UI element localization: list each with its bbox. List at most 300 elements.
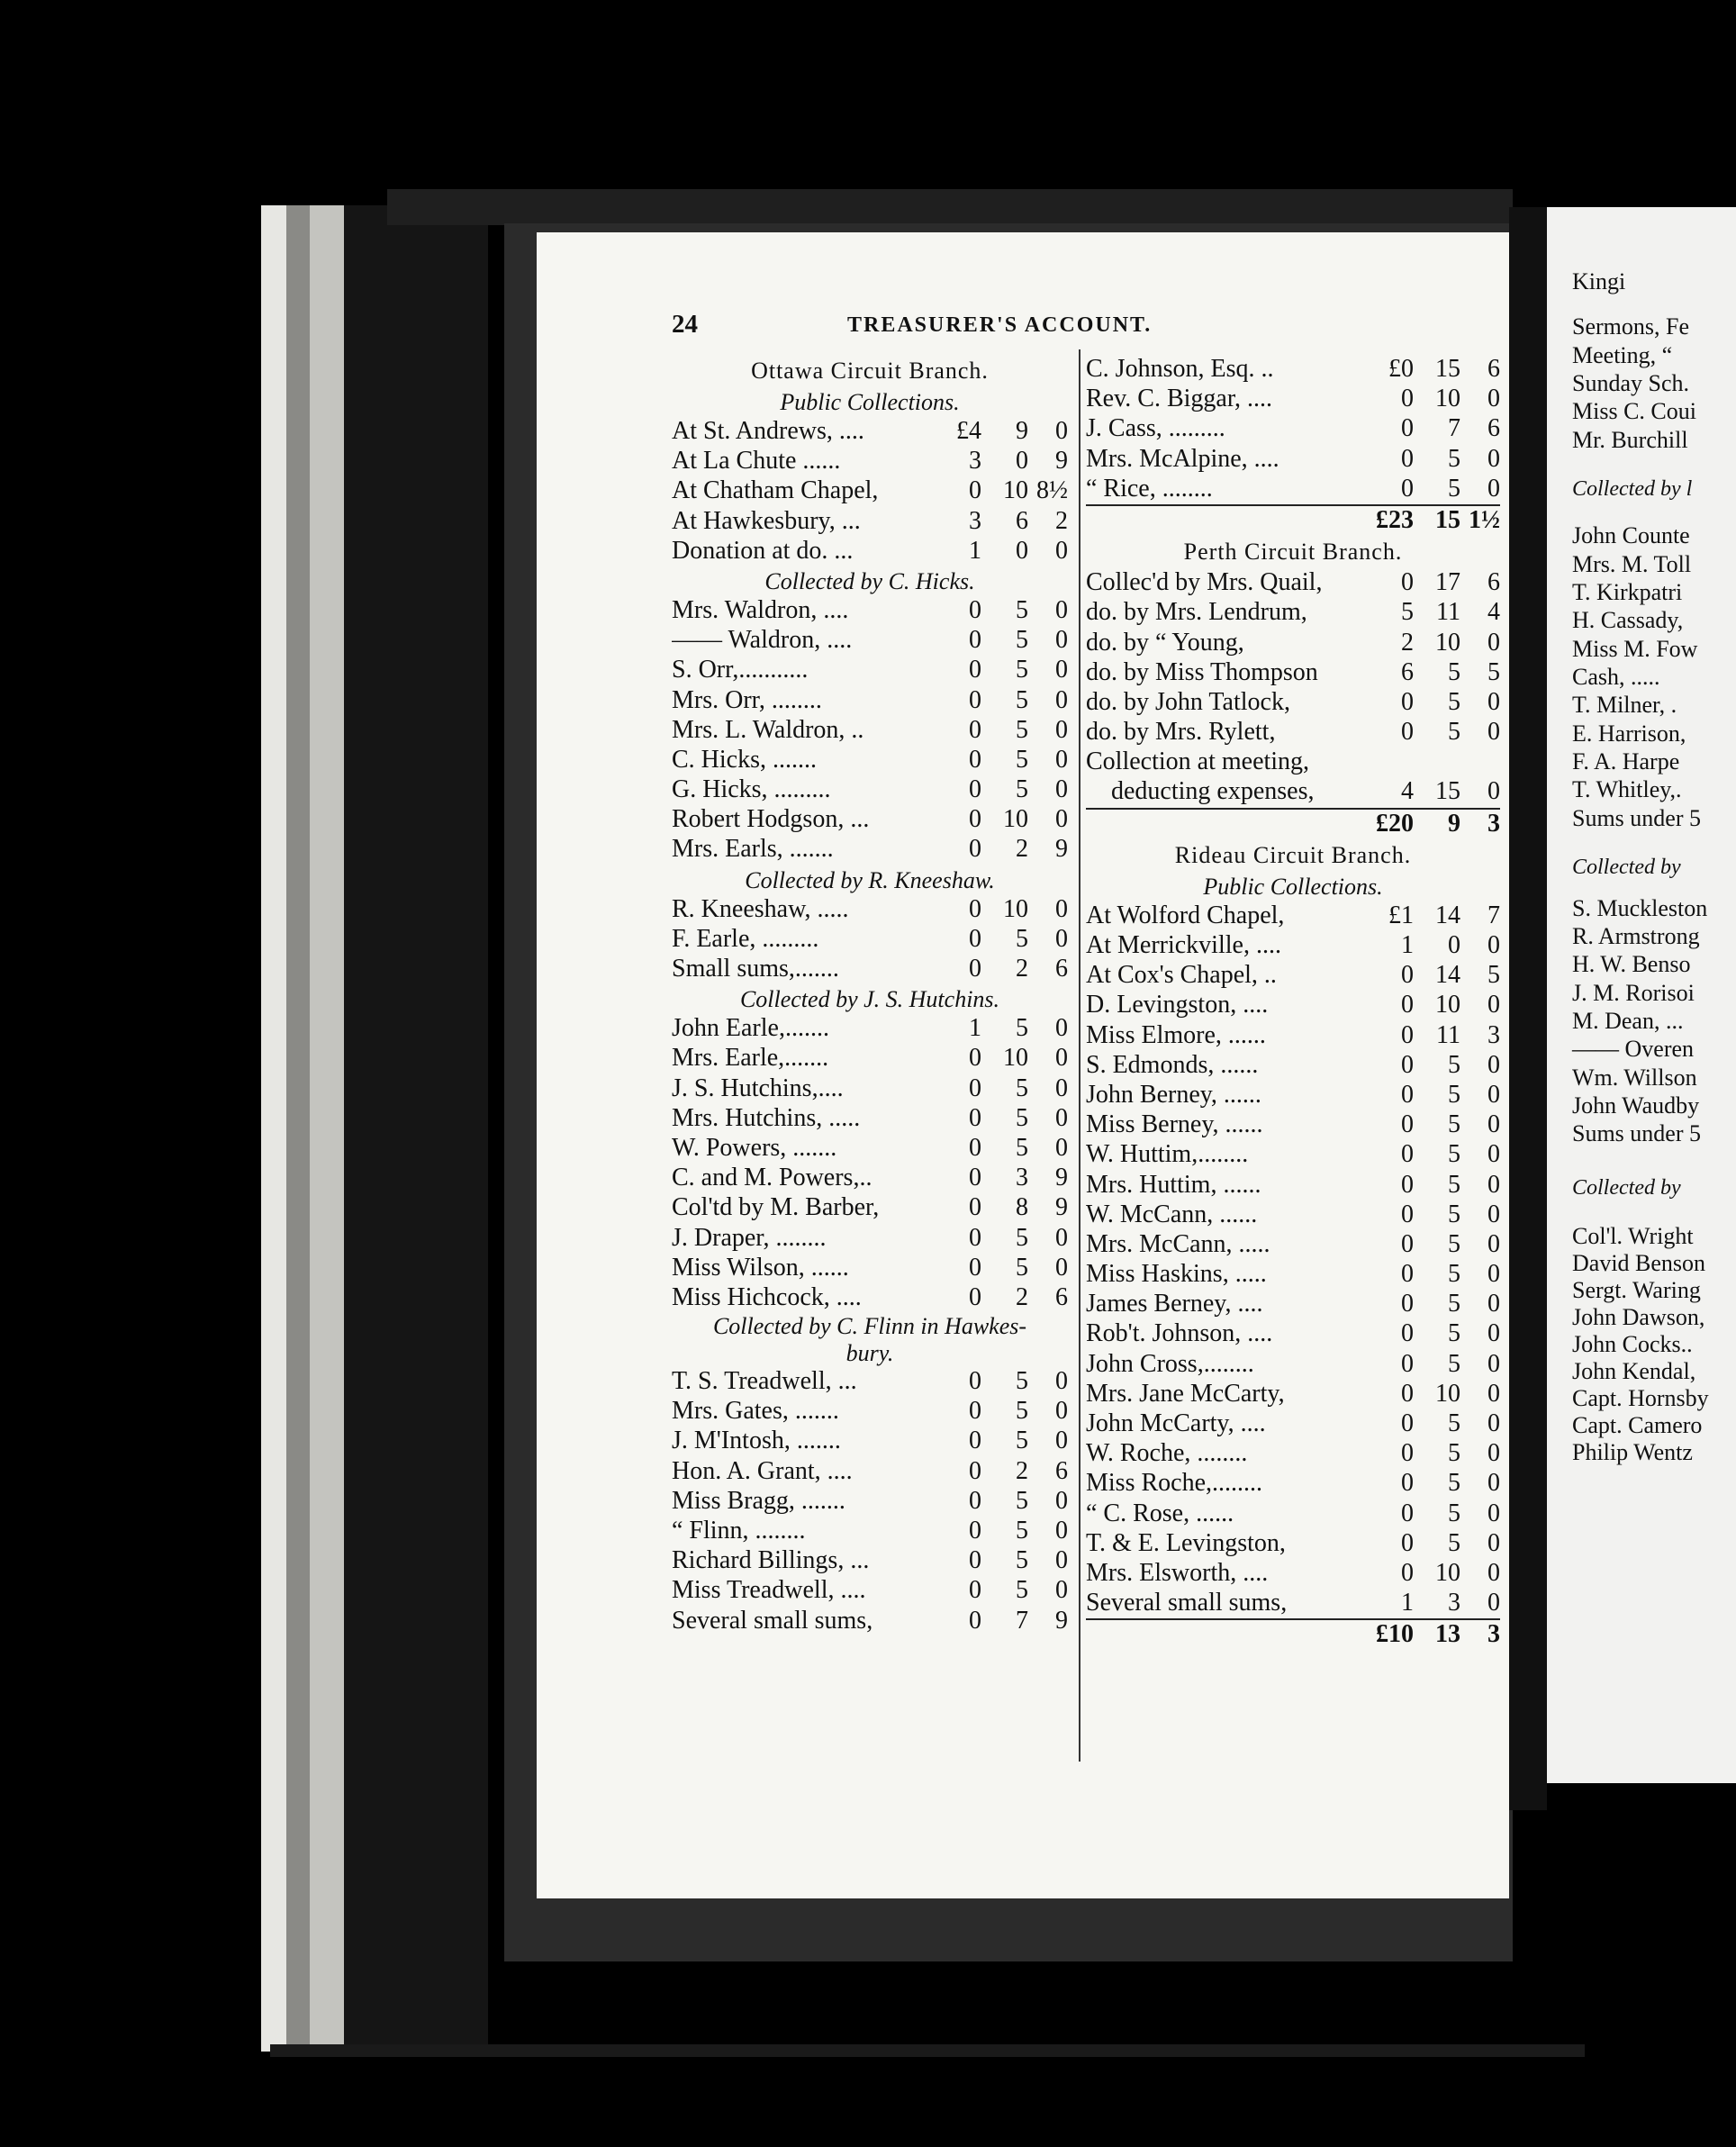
next-page-line: F. A. Harpe	[1572, 748, 1680, 775]
entry-name: At Merrickville, ....	[1086, 931, 1281, 959]
entry-name: “ Flinn, ........	[672, 1517, 806, 1545]
entry-name: Mrs. Earls, .......	[672, 835, 834, 864]
next-page-line: John Cocks..	[1572, 1331, 1693, 1357]
entry-pence: 0	[1055, 745, 1068, 774]
entry-shillings: 5	[1448, 1469, 1460, 1498]
entry-shillings: 15	[1435, 777, 1460, 806]
entry-shillings: 5	[1448, 1170, 1460, 1199]
entry-pounds: 0	[969, 1074, 981, 1102]
ledger-row	[1086, 1021, 1500, 1051]
entry-pounds: 3	[969, 506, 981, 535]
entry-shillings: 5	[1448, 1439, 1460, 1468]
ledger-row	[672, 1517, 1068, 1546]
entry-pence: 0	[1055, 1014, 1068, 1043]
entry-shillings: 5	[1448, 687, 1460, 716]
entry-pence: 5	[1487, 961, 1500, 990]
entry-pounds: 1	[969, 536, 981, 565]
entry-pence: 3	[1487, 1020, 1500, 1049]
entry-name: deducting expenses,	[1111, 777, 1315, 806]
entry-name: J. S. Hutchins,....	[672, 1074, 844, 1102]
next-page-line: John Counte	[1572, 522, 1690, 548]
entry-name: Collec'd by Mrs. Quail,	[1086, 568, 1323, 597]
entry-pence: 0	[1055, 1427, 1068, 1455]
entry-pounds: 0	[1401, 444, 1414, 473]
entry-name: Mrs. Waldron, ....	[672, 595, 849, 624]
entry-pence: 7	[1487, 901, 1500, 929]
subheading-flinn	[672, 1313, 1068, 1367]
entry-pence: 9	[1055, 835, 1068, 864]
entry-shillings: 5	[1016, 685, 1028, 714]
ledger-row	[672, 895, 1068, 925]
ledger-row	[672, 1193, 1068, 1223]
entry-name: At Cox's Chapel, ..	[1086, 961, 1277, 990]
next-page-line: Capt. Hornsby	[1572, 1385, 1709, 1411]
entry-pence: 0	[1487, 474, 1500, 503]
entry-pounds: 0	[969, 715, 981, 744]
entry-name: do. by “ Young,	[1086, 628, 1244, 657]
entry-pounds: 0	[969, 656, 981, 684]
entry-name: J. Draper, ........	[672, 1223, 827, 1252]
entry-name: At Hawkesbury, ...	[672, 506, 861, 535]
ledger-row	[1086, 1171, 1500, 1200]
entry-name: John Berney, ......	[1086, 1080, 1261, 1109]
left-column	[672, 355, 1068, 1636]
ledger-row	[672, 805, 1068, 835]
entry-shillings: 5	[1016, 1576, 1028, 1605]
entry-name: Mrs. Earle,.......	[672, 1044, 829, 1073]
entry-shillings: 5	[1448, 1349, 1460, 1378]
entry-pence: 2	[1055, 506, 1068, 535]
ledger-row	[672, 507, 1068, 537]
ledger-row	[672, 1367, 1068, 1397]
entry-pence: 0	[1487, 1589, 1500, 1617]
entry-pence: 0	[1487, 1319, 1500, 1348]
entry-pence: 9	[1055, 1193, 1068, 1222]
entry-pounds: 0	[969, 775, 981, 804]
entry-name: Mrs. Huttim, ......	[1086, 1170, 1261, 1199]
next-page-line: E. Harrison,	[1572, 720, 1686, 747]
entry-name: J. Cass, .........	[1086, 414, 1225, 443]
flinn-list	[672, 1367, 1068, 1636]
entry-shillings: 5	[1016, 1546, 1028, 1575]
entry-pounds: 0	[969, 1282, 981, 1311]
entry-pence: 0	[1487, 1439, 1500, 1468]
entry-pounds: 0	[969, 745, 981, 774]
entry-name: do. by Mrs. Rylett,	[1086, 718, 1276, 747]
entry-shillings: 5	[1448, 1290, 1460, 1318]
ledger-row	[1086, 629, 1500, 658]
total-shillings: 9	[1448, 809, 1460, 838]
kneeshaw-list	[672, 895, 1068, 985]
entry-pence: 5	[1487, 657, 1500, 686]
ledger-row	[1086, 1499, 1500, 1529]
entry-shillings: 5	[1448, 1409, 1460, 1437]
next-page-line: Miss M. Fow	[1572, 636, 1698, 662]
entry-pence: 0	[1055, 775, 1068, 804]
entry-shillings: 5	[1016, 775, 1028, 804]
subheading-kneeshaw: Collected by R. Kneeshaw.	[745, 866, 995, 893]
entry-shillings: 2	[1016, 1456, 1028, 1485]
ledger-row	[1086, 1140, 1500, 1170]
entry-pounds: 0	[1401, 1050, 1414, 1079]
entry-shillings: 10	[1435, 628, 1460, 657]
ledger-row	[672, 537, 1068, 566]
entry-shillings: 10	[1003, 476, 1028, 505]
entry-pounds: 0	[1401, 687, 1414, 716]
entry-shillings: 5	[1016, 1253, 1028, 1282]
next-page-line: Sermons, Fe	[1572, 313, 1689, 340]
entry-pence: 0	[1487, 1140, 1500, 1169]
ledger-row	[1086, 1380, 1500, 1409]
entry-pence: 6	[1055, 1282, 1068, 1311]
entry-pounds: 0	[1401, 1499, 1414, 1527]
entry-pence: 0	[1055, 715, 1068, 744]
entry-pence: 0	[1487, 1469, 1500, 1498]
entry-name: Mrs. Orr, ........	[672, 685, 822, 714]
ledger-row	[672, 1164, 1068, 1193]
entry-pounds: 0	[969, 1133, 981, 1162]
entry-pounds: 0	[969, 685, 981, 714]
entry-name: At La Chute ......	[672, 447, 841, 476]
ledger-row	[672, 1397, 1068, 1427]
entry-pounds: 0	[1401, 1528, 1414, 1557]
entry-pence: 0	[1487, 931, 1500, 959]
entry-pounds: 0	[1401, 414, 1414, 443]
entry-pounds: 0	[1401, 1260, 1414, 1289]
entry-shillings: 5	[1448, 1140, 1460, 1169]
ledger-row	[1086, 355, 1500, 385]
ledger-row	[672, 1457, 1068, 1487]
entry-pounds: 0	[1401, 991, 1414, 1019]
entry-shillings: 5	[1016, 1223, 1028, 1252]
ledger-row	[1086, 658, 1500, 688]
entry-name: Mrs. L. Waldron, ..	[672, 715, 864, 744]
entry-pounds: 0	[1401, 1379, 1414, 1408]
entry-pounds: 5	[1401, 598, 1414, 627]
ledger-row	[1086, 1200, 1500, 1230]
entry-shillings: 10	[1435, 1379, 1460, 1408]
ledger-row	[1086, 1469, 1500, 1499]
entry-pence: 0	[1055, 626, 1068, 655]
entry-name: John Cross,........	[1086, 1349, 1254, 1378]
total-pence: 3	[1487, 809, 1500, 838]
next-page-line: Miss C. Coui	[1572, 398, 1696, 424]
total-pounds: £20	[1376, 809, 1414, 838]
total-pounds: £23	[1376, 505, 1414, 534]
entry-pounds: 3	[969, 447, 981, 476]
entry-pence: 0	[1055, 1517, 1068, 1545]
entry-pounds: £4	[956, 417, 981, 445]
entry-name: Richard Billings, ...	[672, 1546, 870, 1575]
entry-name: Mrs. McCann, .....	[1086, 1229, 1270, 1258]
entry-shillings: 5	[1016, 924, 1028, 953]
entry-name: At Wolford Chapel,	[1086, 901, 1285, 929]
next-page-line: Collected by	[1572, 856, 1681, 879]
next-page-fragment	[1547, 207, 1736, 1783]
ledger-row	[1086, 931, 1500, 961]
entry-name: Mrs. Elsworth, ....	[1086, 1558, 1269, 1587]
entry-name: S. Orr,...........	[672, 656, 809, 684]
ottawa-continued-list	[1086, 355, 1500, 504]
entry-pence: 0	[1487, 1229, 1500, 1258]
next-page-line: Mr. Burchill	[1572, 427, 1688, 453]
entry-pence: 0	[1055, 1074, 1068, 1102]
next-page-line: R. Armstrong	[1572, 923, 1700, 949]
ledger-row	[1086, 385, 1500, 414]
entry-pounds: 0	[969, 835, 981, 864]
next-page-line: John Waudby	[1572, 1092, 1700, 1119]
entry-shillings: 10	[1003, 805, 1028, 834]
entry-name: G. Hicks, .........	[672, 775, 831, 804]
entry-pence: 0	[1487, 777, 1500, 806]
entry-shillings: 5	[1016, 1397, 1028, 1426]
entry-shillings: 7	[1448, 414, 1460, 443]
entry-pounds: 0	[969, 1253, 981, 1282]
next-page-line: H. Cassady,	[1572, 607, 1684, 633]
entry-pounds: 0	[969, 1456, 981, 1485]
ledger-row	[672, 1104, 1068, 1134]
entry-pence: 9	[1055, 1164, 1068, 1192]
ledger-row	[1086, 414, 1500, 444]
entry-pence: 0	[1487, 718, 1500, 747]
entry-name: —— Waldron, ....	[672, 626, 853, 655]
entry-pence: 0	[1487, 1110, 1500, 1139]
entry-shillings: 5	[1016, 595, 1028, 624]
entry-shillings: 10	[1435, 1558, 1460, 1587]
entry-name: Small sums,.......	[672, 955, 839, 983]
entry-shillings: 10	[1435, 385, 1460, 413]
entry-pounds: 0	[1401, 1469, 1414, 1498]
ledger-row	[672, 1427, 1068, 1456]
entry-shillings: 15	[1435, 355, 1460, 383]
entry-shillings: 14	[1435, 901, 1460, 929]
entry-pence: 0	[1487, 385, 1500, 413]
hicks-list	[672, 596, 1068, 865]
ledger-row	[672, 1546, 1068, 1576]
entry-pounds: 0	[1401, 1229, 1414, 1258]
entry-pounds: 0	[969, 595, 981, 624]
entry-pence: 0	[1487, 1499, 1500, 1527]
entry-shillings: 5	[1016, 1486, 1028, 1515]
entry-name: John McCarty, ....	[1086, 1409, 1266, 1437]
entry-pence: 0	[1055, 595, 1068, 624]
subheading-hutchins: Collected by J. S. Hutchins.	[739, 986, 1000, 1013]
next-page-line: Philip Wentz	[1572, 1439, 1693, 1465]
book-page	[537, 232, 1509, 1898]
entry-pence: 0	[1055, 894, 1068, 923]
entry-pence: 0	[1055, 1133, 1068, 1162]
ledger-row	[672, 596, 1068, 626]
ledger-row	[672, 1224, 1068, 1254]
entry-shillings: 2	[1016, 955, 1028, 983]
entry-name: C. Johnson, Esq. ..	[1086, 355, 1274, 383]
entry-pence: 0	[1487, 1349, 1500, 1378]
entry-pounds: 0	[1401, 1200, 1414, 1228]
entry-name: T. S. Treadwell, ...	[672, 1367, 857, 1396]
entry-name: W. Roche, ........	[1086, 1439, 1248, 1468]
entry-pence: 4	[1487, 598, 1500, 627]
entry-shillings: 0	[1448, 931, 1460, 959]
entry-shillings: 10	[1435, 991, 1460, 1019]
entry-pounds: 0	[1401, 1319, 1414, 1348]
ledger-row	[672, 1044, 1068, 1074]
entry-name: F. Earle, .........	[672, 924, 819, 953]
next-page-line: S. Muckleston	[1572, 895, 1708, 921]
entry-name: Mrs. Gates, .......	[672, 1397, 839, 1426]
entry-shillings: 5	[1448, 1229, 1460, 1258]
entry-shillings: 7	[1016, 1606, 1028, 1635]
ledger-row	[1086, 991, 1500, 1020]
entry-shillings: 8	[1016, 1193, 1028, 1222]
entry-shillings: 5	[1016, 1133, 1028, 1162]
entry-name: Several small sums,	[672, 1606, 873, 1635]
entry-pounds: 0	[969, 1367, 981, 1396]
entry-pounds: 0	[1401, 1020, 1414, 1049]
next-page-line: Capt. Camero	[1572, 1412, 1703, 1438]
entry-name: Miss Bragg, .......	[672, 1486, 845, 1515]
next-page-line: David Benson	[1572, 1250, 1706, 1276]
next-page-line: T. Whitley,.	[1572, 776, 1682, 802]
entry-name: Rob't. Johnson, ....	[1086, 1319, 1273, 1348]
entry-name: do. by John Tatlock,	[1086, 687, 1290, 716]
entry-name: Col'td by M. Barber,	[672, 1193, 880, 1222]
entry-pounds: 0	[969, 1576, 981, 1605]
entry-name: Several small sums,	[1086, 1589, 1288, 1617]
entry-shillings: 2	[1016, 1282, 1028, 1311]
entry-pence: 0	[1055, 924, 1068, 953]
entry-pence: 9	[1055, 1606, 1068, 1635]
entry-shillings: 6	[1016, 506, 1028, 535]
entry-name: Mrs. McAlpine, ....	[1086, 444, 1279, 473]
entry-name: Miss Hichcock, ....	[672, 1282, 862, 1311]
next-page-line: Sums under 5	[1572, 805, 1701, 831]
rideau-list	[1086, 901, 1500, 1619]
ledger-row	[1086, 568, 1500, 598]
next-page-line: Kingi	[1572, 268, 1626, 294]
entry-name: Miss Treadwell, ....	[672, 1576, 866, 1605]
ledger-row	[672, 1254, 1068, 1283]
entry-pounds: 0	[969, 1397, 981, 1426]
entry-pence: 0	[1055, 656, 1068, 684]
entry-name: At Chatham Chapel,	[672, 476, 879, 505]
entry-pounds: 0	[1401, 961, 1414, 990]
next-page-line: Wm. Willson	[1572, 1064, 1697, 1091]
ledger-row	[1086, 445, 1500, 475]
entry-pounds: 0	[1401, 1140, 1414, 1169]
ledger-row	[672, 1134, 1068, 1164]
entry-name: “ Rice, ........	[1086, 474, 1213, 503]
entry-shillings: 5	[1448, 1528, 1460, 1557]
subheading-flinn-line-2: bury.	[845, 1340, 894, 1367]
ledger-row	[672, 686, 1068, 716]
ottawa-total-row	[1086, 504, 1500, 536]
entry-name: Robert Hodgson, ...	[672, 805, 870, 834]
entry-pence: 0	[1055, 805, 1068, 834]
next-page-line: Collected by	[1572, 1176, 1681, 1200]
entry-pence: 0	[1055, 536, 1068, 565]
entry-pence: 9	[1055, 447, 1068, 476]
entry-name: Hon. A. Grant, ....	[672, 1456, 853, 1485]
ottawa-public-list	[672, 417, 1068, 566]
entry-pence: 6	[1055, 955, 1068, 983]
next-page-line: John Dawson,	[1572, 1304, 1705, 1330]
ledger-row	[672, 656, 1068, 685]
entry-name: Mrs. Jane McCarty,	[1086, 1379, 1285, 1408]
ledger-row	[1086, 1439, 1500, 1469]
next-page-line: Mrs. M. Toll	[1572, 551, 1692, 577]
ledger-row	[672, 1487, 1068, 1517]
next-page-line: T. Milner, .	[1572, 692, 1677, 718]
entry-name: T. & E. Levingston,	[1086, 1528, 1286, 1557]
entry-pounds: 1	[1401, 1589, 1414, 1617]
perth-total-row	[1086, 808, 1500, 839]
entry-pence: 0	[1055, 1223, 1068, 1252]
entry-pounds: 0	[1401, 385, 1414, 413]
entry-shillings: 5	[1016, 626, 1028, 655]
perth-list	[1086, 568, 1500, 747]
entry-name: Rev. C. Biggar, ....	[1086, 385, 1273, 413]
next-page-line: M. Dean, ...	[1572, 1008, 1684, 1034]
ledger-row	[672, 1607, 1068, 1636]
next-page-line: Cash, .....	[1572, 664, 1660, 690]
entry-shillings: 3	[1016, 1164, 1028, 1192]
entry-pence: 6	[1487, 355, 1500, 383]
ledger-row	[1086, 1350, 1500, 1380]
entry-shillings: 5	[1016, 1517, 1028, 1545]
ledger-row	[1086, 1290, 1500, 1319]
entry-shillings: 10	[1003, 1044, 1028, 1073]
entry-pounds: 0	[1401, 718, 1414, 747]
entry-pence: 0	[1487, 628, 1500, 657]
next-page-line: T. Kirkpatri	[1572, 579, 1683, 605]
subheading-public-collections: Public Collections.	[780, 389, 960, 415]
entry-shillings: 5	[1448, 1200, 1460, 1228]
entry-pence: 0	[1487, 1260, 1500, 1289]
entry-shillings: 5	[1448, 1319, 1460, 1348]
entry-pounds: 1	[1401, 931, 1414, 959]
ledger-row	[672, 1014, 1068, 1044]
entry-pounds: 0	[969, 1103, 981, 1132]
entry-shillings: 5	[1016, 1014, 1028, 1043]
total-pence: 3	[1487, 1620, 1500, 1649]
entry-shillings: 5	[1016, 1103, 1028, 1132]
entry-pounds: 4	[1401, 777, 1414, 806]
entry-pounds: 1	[969, 1014, 981, 1043]
entry-pence: 0	[1055, 417, 1068, 445]
entry-shillings: 5	[1448, 1050, 1460, 1079]
ledger-row	[672, 447, 1068, 476]
ledger-row	[672, 417, 1068, 447]
entry-pounds: 0	[969, 955, 981, 983]
entry-name: C. and M. Powers,..	[672, 1164, 873, 1192]
entry-pence: 0	[1055, 1044, 1068, 1073]
entry-pounds: 0	[1401, 1409, 1414, 1437]
entry-pence: 0	[1487, 991, 1500, 1019]
next-page-line: Sergt. Waring	[1572, 1277, 1701, 1303]
entry-pence: 0	[1487, 1170, 1500, 1199]
entry-shillings: 3	[1448, 1589, 1460, 1617]
entry-pounds: 0	[969, 924, 981, 953]
entry-name: Miss Elmore, ......	[1086, 1020, 1266, 1049]
entry-pence: 0	[1055, 1367, 1068, 1396]
entry-name: Collection at meeting,	[1086, 747, 1310, 776]
ledger-row	[1086, 1230, 1500, 1260]
entry-name: Miss Haskins, .....	[1086, 1260, 1267, 1289]
entry-pounds: 0	[1401, 1558, 1414, 1587]
next-page-line: Sums under 5	[1572, 1120, 1701, 1146]
entry-shillings: 2	[1016, 835, 1028, 864]
entry-pence: 0	[1055, 1576, 1068, 1605]
